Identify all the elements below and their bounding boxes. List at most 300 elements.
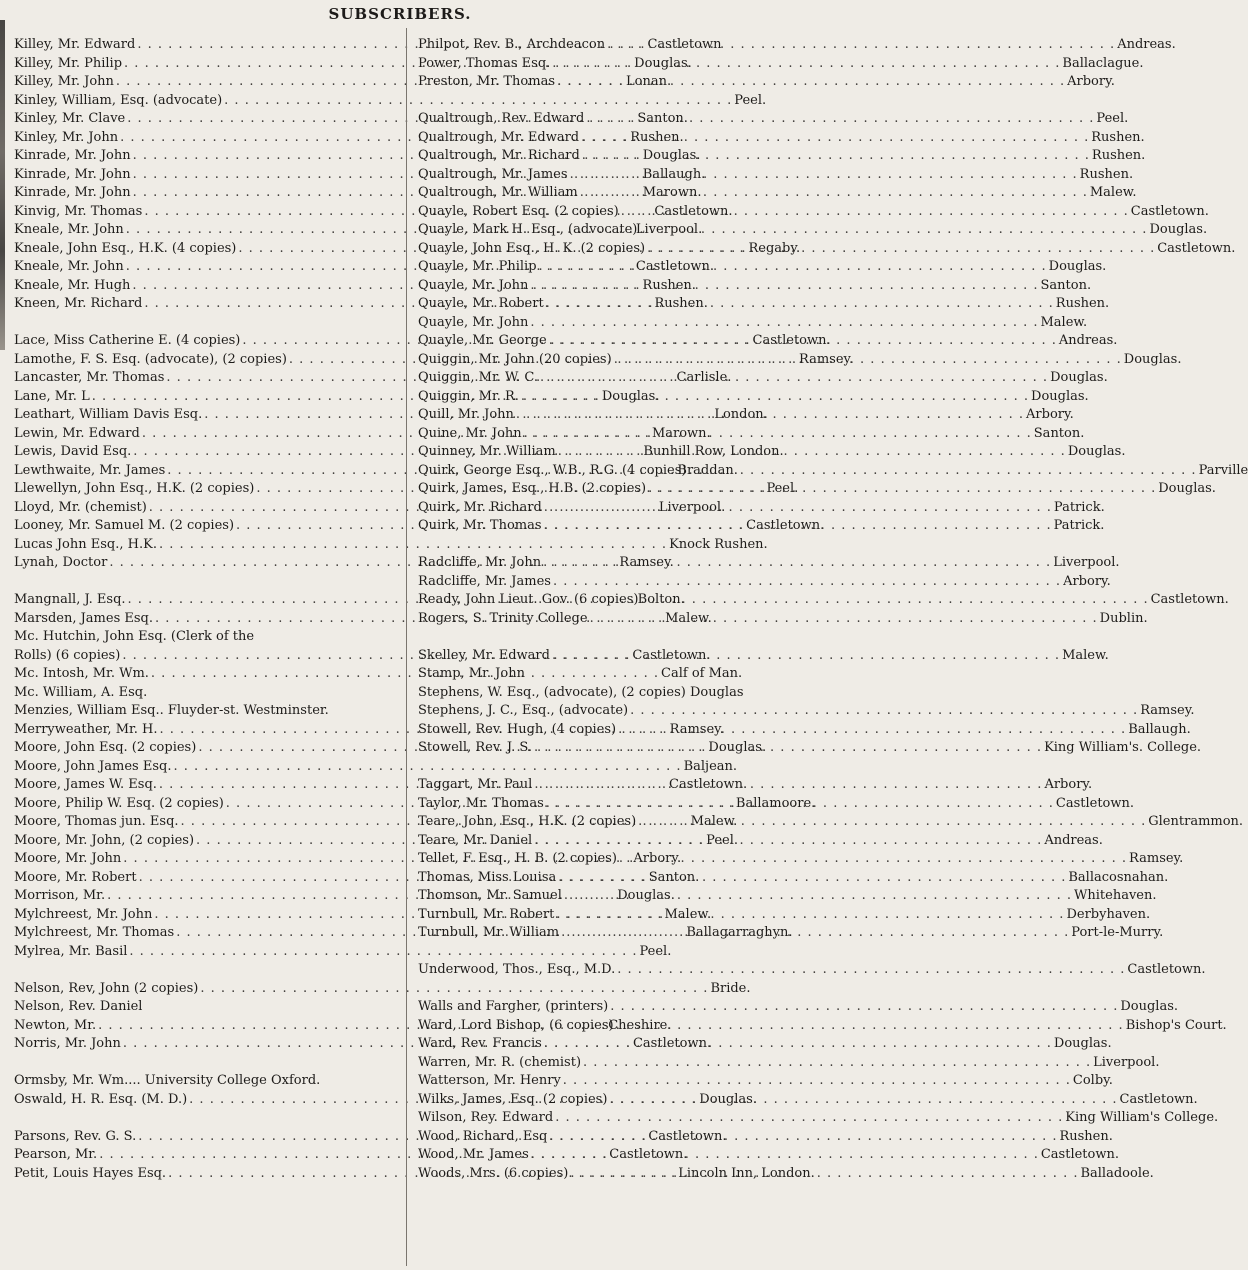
subscriber-place: Castletown.: [746, 518, 825, 533]
subscriber-place: Castletown.: [752, 333, 831, 348]
subscriber-place: Rushen.: [1079, 166, 1134, 182]
subscriber-name: Quayle, Mr. Philip: [418, 259, 537, 274]
dot-leader: [580, 147, 1092, 166]
dot-leader: [561, 1072, 1073, 1091]
subscriber-place: Bolton.: [637, 592, 685, 607]
subscriber-place: Arbory.: [1044, 777, 1093, 792]
subscriber-name: Kinrade, Mr. John: [14, 148, 131, 163]
subscriber-place: King William's. College.: [1044, 740, 1202, 755]
subscriber-name: Kinley, Mr. Clave: [14, 111, 126, 126]
subscriber-place: Malew.: [690, 814, 738, 829]
subscriber-place: Dublin.: [1099, 610, 1148, 626]
subscriber-entry: [418, 1128, 1113, 1147]
section-gap: [14, 1109, 397, 1128]
subscriber-name: Ward, Rev. Francis: [418, 1036, 542, 1051]
dot-leader: [614, 1017, 1126, 1036]
subscriber-name: Parsons, Rev. G. S.: [14, 1128, 137, 1144]
subscriber-name: Quinney, Mr. William: [418, 444, 556, 459]
subscriber-place: Arbory.: [633, 851, 682, 866]
dot-leader: [550, 55, 1062, 74]
subscriber-entry: [418, 129, 1145, 148]
subscriber-place: Santon.: [1033, 425, 1085, 441]
subscriber-entry: [418, 610, 1148, 629]
subscriber-place: Castletown.: [1127, 962, 1206, 977]
subscriber-place: Ramsey.: [1129, 851, 1184, 866]
subscriber-name: Taylor, Mr. Thomas: [418, 795, 544, 811]
subscriber-place: Rushen.: [630, 129, 684, 145]
section-gap: [418, 943, 794, 962]
subscriber-entry: [14, 1072, 397, 1091]
dot-leader: [568, 1165, 1080, 1184]
page-binding-edge: [0, 20, 5, 350]
subscriber-name: Kneale, Mr. John: [14, 259, 124, 274]
section-gap: [14, 961, 397, 980]
subscriber-name: Walls and Fargher, (printers): [418, 999, 609, 1014]
subscriber-entry: [14, 92, 767, 111]
subscriber-entry: [418, 73, 1115, 92]
subscriber-place: Carlisle.: [676, 370, 732, 385]
subscriber-place: Marown.: [642, 185, 702, 200]
subscriber-place: Ramsey.: [1140, 703, 1195, 718]
subscriber-name: Quayle, Mr. John: [418, 277, 529, 293]
subscriber-place: Castletown.: [632, 1036, 712, 1051]
subscriber-entry: [14, 536, 768, 555]
subscriber-name: Wilks, James, Esq. (2 copies): [418, 1091, 608, 1107]
subscriber-place: Patrick.: [1053, 518, 1105, 533]
subscriber-place: Cheshire.: [608, 1017, 672, 1033]
subscriber-place: Andreas.: [1044, 832, 1103, 848]
subscriber-place: Santon.: [1040, 277, 1092, 293]
subscriber-name: Moore, Philip W. Esq. (2 copies): [14, 795, 224, 811]
subscriber-name: Kinrade, Mr. John: [14, 166, 131, 182]
subscriber-name: Quirk, James, Esq., H.B. (2 copies): [418, 481, 647, 496]
dot-leader: [608, 998, 1120, 1017]
subscriber-name: Killey, Mr. John: [14, 74, 114, 89]
subscriber-name: Quayle, Mr. Robert: [418, 296, 544, 311]
subscriber-place: Andreas.: [1058, 333, 1118, 348]
subscriber-entry: [418, 591, 1229, 610]
subscriber-name: Qualtrough, Mr. William: [418, 185, 578, 200]
dot-leader: [528, 277, 1040, 296]
subscriber-entry: [418, 499, 1105, 518]
subscriber-name: Lamothe, F. S. Esq. (advocate), (2 copies): [14, 351, 287, 367]
subscriber-entry: [418, 850, 1184, 869]
subscriber-name: Lancaster, Mr. Thomas: [14, 370, 165, 385]
subscriber-entry: [418, 961, 1206, 980]
subscriber-name: Kinrade, Mr. John: [14, 185, 131, 200]
subscriber-name: Kneale, Mr. John: [14, 222, 124, 237]
subscriber-name: Mylrea, Mr. Basil: [14, 943, 128, 959]
subscriber-place: Malew.: [1089, 185, 1137, 200]
dot-leader: [612, 351, 1124, 370]
subscriber-name: Thomson, Mr. Samuel: [418, 888, 562, 903]
dot-leader: [645, 240, 1157, 259]
subscriber-place: Castletown.: [1055, 795, 1135, 811]
subscriber-name: Qualtrough, Rev. Edward: [418, 111, 585, 126]
subscriber-entry: [418, 277, 1092, 296]
subscriber-place: Marown.: [651, 425, 711, 441]
subscriber-name: Lewthwaite, Mr. James: [14, 462, 166, 478]
dot-leader: [532, 776, 1044, 795]
subscriber-entry: [418, 1035, 1112, 1054]
section-gap: [418, 980, 794, 999]
dot-leader: [559, 924, 1071, 943]
subscriber-name: Moore, Mr. John: [14, 851, 122, 866]
subscriber-place: Bishop's Court.: [1125, 1017, 1227, 1033]
dot-leader: [532, 739, 1044, 758]
subscriber-entry: [14, 684, 397, 703]
subscriber-name: Qualtrough, Mr. Richard: [418, 148, 580, 163]
subscriber-place: Glentrammon.: [1148, 814, 1244, 829]
subscriber-entry: [418, 110, 1129, 129]
subscriber-place: London.: [714, 407, 768, 422]
dot-leader: [544, 295, 1056, 314]
section-gap: [418, 628, 794, 647]
dot-leader: [551, 573, 1063, 592]
subscriber-entry: [418, 221, 1208, 240]
dot-leader: [554, 906, 1066, 925]
subscriber-place: Douglas.: [634, 55, 692, 71]
subscriber-place: Castletown.: [648, 1128, 727, 1144]
dot-leader: [616, 721, 1128, 740]
subscriber-entry: [418, 462, 1248, 481]
dot-leader: [636, 813, 1148, 832]
subscriber-place: Malew.: [1062, 647, 1109, 663]
dot-leader: [556, 869, 1068, 888]
dot-leader: [584, 110, 1096, 129]
subscriber-place: Rushen.: [1091, 129, 1145, 145]
subscriber-place: Malew.: [1040, 314, 1088, 330]
subscriber-entry: [418, 314, 1088, 333]
subscriber-entry: [418, 795, 1135, 814]
subscriber-place: Douglas.: [708, 740, 767, 755]
subscriber-name: Quayle, Mark H. Esq., (advocate): [418, 222, 638, 237]
page-title: SUBSCRIBERS.: [328, 5, 472, 23]
subscriber-place: Liverpool.: [635, 222, 703, 237]
dot-leader: [562, 887, 1074, 906]
subscriber-entry: [418, 647, 1109, 666]
subscriber-name: Power, Thomas Esq.: [418, 55, 551, 71]
subscriber-name: Quiggin, Mr. W. C.: [418, 370, 538, 385]
dot-leader: [528, 314, 1040, 333]
subscriber-place: Douglas.: [1048, 259, 1107, 274]
subscriber-entry: [418, 425, 1085, 444]
subscriber-place: Ballaclague.: [1062, 55, 1144, 71]
subscriber-place: Castletown.: [1119, 1091, 1198, 1107]
dot-leader: [522, 425, 1034, 444]
subscriber-name: Lloyd, Mr. (chemist): [14, 499, 147, 515]
subscriber-entry: [418, 1146, 1119, 1165]
subscriber-name: Nelson, Rev. Daniel: [14, 999, 143, 1014]
subscriber-entry: [418, 924, 1164, 943]
subscriber-place: Rushen.: [654, 296, 708, 311]
subscriber-name: Quine, Mr. John: [418, 425, 522, 441]
subscriber-name: Nelson, Rev, John (2 copies): [14, 980, 199, 996]
column-divider: [406, 28, 407, 1266]
dot-leader: [538, 369, 1050, 388]
subscriber-place: Rushen.: [1091, 148, 1146, 163]
subscriber-place: Ballaugh.: [1128, 721, 1191, 737]
subscriber-name: Quiggin, Mr. John (20 copies): [418, 351, 612, 367]
subscriber-place: Castletown.: [1040, 1147, 1119, 1162]
subscriber-name: Preston, Mr. Thomas: [418, 74, 555, 89]
subscriber-place: Arbory.: [1063, 573, 1111, 589]
dot-leader: [532, 832, 1044, 851]
subscriber-place: Liverpool.: [1053, 555, 1120, 570]
subscriber-entry: [14, 758, 738, 777]
section-gap: [418, 758, 794, 777]
subscriber-entry: [418, 721, 1191, 740]
subscriber-place: Peel.: [1096, 111, 1129, 126]
subscriber-place: Rushen.: [1059, 1128, 1113, 1144]
subscriber-name: Quayle, John Esq., H. K. (2 copies): [418, 240, 646, 256]
subscriber-entry: [418, 203, 1209, 222]
subscriber-entry: [418, 887, 1157, 906]
subscriber-name: Mc. Intosh, Mr. Wm.: [14, 666, 149, 681]
subscriber-name: Quirk, George Esq., W.B., R.G. (4 copies): [418, 462, 687, 478]
subscriber-entry: [418, 573, 1111, 592]
dot-leader: [547, 332, 1059, 351]
subscriber-entry: [418, 869, 1169, 888]
subscriber-name: Ormsby, Mr. Wm.... University College Oxford.: [14, 1073, 321, 1088]
subscriber-place: Baljean.: [683, 758, 738, 774]
dot-leader: [619, 203, 1131, 222]
subscriber-name: Woods, Mrs. (6 copies): [418, 1165, 569, 1181]
subscriber-place: Douglas.: [642, 148, 701, 163]
subscriber-name: Newton, Mr.: [14, 1017, 97, 1033]
subscriber-name: Moore, Mr. John, (2 copies): [14, 832, 195, 848]
subscriber-place: Castletown.: [669, 777, 748, 792]
subscriber-place: Colby.: [1072, 1073, 1113, 1088]
subscriber-place: Ballagarraghyn.: [686, 925, 793, 940]
subscriber-name: Moore, Mr. Robert: [14, 869, 137, 885]
subscriber-name: Stamp, Mr. John: [418, 666, 525, 681]
dot-leader: [628, 702, 1140, 721]
subscriber-place: Ballamoore.: [735, 795, 816, 811]
subscriber-place: Whitehaven.: [1074, 888, 1157, 903]
section-gap: [14, 573, 397, 592]
subscriber-name: Quayle, Mr. John: [418, 314, 529, 330]
subscriber-entry: [418, 832, 1103, 851]
subscriber-place: Ballaugh.: [642, 166, 706, 182]
subscriber-place: Castletown.: [635, 259, 715, 274]
subscriber-entry: [418, 184, 1137, 203]
subscriber-entry: [418, 295, 1110, 314]
subscriber-place: Ballacosnahan.: [1068, 869, 1169, 885]
subscriber-name: Marsden, James Esq.: [14, 610, 154, 626]
subscriber-entry: [418, 406, 1074, 425]
subscriber-place: Peel.: [766, 481, 799, 496]
subscriber-name: Tellet, F. Esq., H. B. (2 copies): [418, 851, 617, 866]
subscriber-name: Killey, Mr. Edward: [14, 37, 136, 52]
dot-leader: [556, 443, 1068, 462]
subscriber-place: Douglas.: [1120, 999, 1178, 1014]
subscriber-place: Lonan.: [626, 74, 672, 89]
dot-leader: [607, 1091, 1119, 1110]
subscriber-name: Lace, Miss Catherine E. (4 copies): [14, 333, 241, 348]
dot-leader: [615, 961, 1127, 980]
subscriber-name: Wood, Richard, Esq: [418, 1128, 548, 1144]
section-gap: [418, 92, 794, 111]
subscriber-entry: [418, 776, 1093, 795]
subscriber-place: Peel.: [734, 92, 767, 108]
subscriber-entry: [418, 517, 1105, 536]
subscriber-name: Moore, John Esq. (2 copies): [14, 740, 197, 755]
subscriber-name: Lynah, Doctor: [14, 555, 108, 570]
dot-leader: [553, 1109, 1065, 1128]
subscriber-name: Warren, Mr. R. (chemist): [418, 1054, 582, 1070]
subscriber-place: Bride.: [710, 980, 751, 996]
subscriber-name: Moore, Thomas jun. Esq.: [14, 814, 179, 829]
subscriber-entry: [418, 813, 1244, 832]
subscriber-place: Douglas.: [1031, 388, 1089, 404]
dot-leader: [555, 73, 1067, 92]
subscriber-entry: [418, 906, 1151, 925]
subscriber-name: Petit, Louis Hayes Esq.: [14, 1165, 167, 1181]
dot-leader: [529, 1146, 1041, 1165]
subscriber-name: Leathart, William Davis Esq.: [14, 407, 203, 422]
subscriber-entry: [418, 480, 1216, 499]
subscriber-name: Mylchreest, Mr. Thomas: [14, 925, 175, 940]
subscriber-name: Moore, James W. Esq.: [14, 777, 157, 792]
subscriber-place: Arbory.: [1026, 407, 1074, 422]
subscriber-name: Merryweather, Mr. H.: [14, 721, 158, 737]
dot-leader: [579, 129, 1091, 148]
subscriber-name: Mylchreest, Mr. John: [14, 906, 153, 922]
subscriber-place: King William's College.: [1065, 1110, 1219, 1125]
subscriber-place: Douglas.: [699, 1091, 757, 1107]
dot-leader: [542, 517, 1054, 536]
dot-leader: [542, 1035, 1054, 1054]
subscriber-place: Arbory.: [1067, 74, 1115, 89]
subscriber-name: Teare, Mr. Daniel: [418, 832, 533, 848]
subscriber-entry: [418, 702, 1195, 721]
subscriber-name: Mc. Hutchin, John Esq. (Clerk of the: [14, 629, 255, 644]
subscriber-place: Malew.: [665, 610, 712, 626]
subscriber-name: Quirk, Mr. Thomas: [418, 518, 542, 533]
section-gap: [418, 536, 794, 555]
subscriber-name: Menzies, William Esq.. Fluyder-st. Westminster.: [14, 703, 329, 718]
subscriber-place: Regaby.: [748, 240, 801, 256]
subscriber-entry: [418, 240, 1236, 259]
subscriber-place: Ramsey.: [669, 721, 724, 737]
subscriber-name: Stephens, J. C., Esq., (advocate): [418, 703, 629, 718]
dot-leader: [568, 166, 1080, 185]
subscriber-name: Lucas John Esq., H.K.: [14, 536, 157, 552]
dot-leader: [544, 795, 1056, 814]
dot-leader: [550, 647, 1062, 666]
subscriber-place: Knock Rushen.: [669, 536, 768, 552]
subscriber-entry: [418, 665, 794, 684]
subscriber-name: Llewellyn, John Esq., H.K. (2 copies): [14, 481, 255, 496]
subscriber-place: Lincoln Inn, London.: [678, 1165, 815, 1181]
subscriber-entry: [418, 258, 1107, 277]
subscriber-name: Quiggin, Mr. R.: [418, 388, 519, 404]
dot-leader: [588, 610, 1100, 629]
subscriber-name: Moore, John James Esq.: [14, 758, 172, 774]
dot-leader: [541, 554, 1053, 573]
subscriber-name: Philpot, Rev. B., Archdeacon: [418, 37, 606, 52]
subscriber-place: Douglas.: [1123, 351, 1182, 367]
subscriber-entry: [418, 147, 1146, 166]
subscriber-name: Morrison, Mr.: [14, 888, 106, 903]
subscriber-place: Castletown: [647, 37, 722, 52]
subscriber-entry: [418, 1165, 1154, 1184]
subscriber-name: Radcliffe, Mr. John: [418, 555, 542, 570]
dot-leader: [519, 388, 1031, 407]
subscriber-name: Stephens, W. Esq., (advocate), (2 copies) Douglas: [418, 684, 744, 700]
subscriber-place: Castletown.: [1130, 203, 1209, 219]
subscriber-name: Stowell, Rev. Hugh, (4 copies): [418, 721, 617, 737]
subscriber-place: Malew.: [664, 906, 712, 922]
subscriber-place: Castletown.: [609, 1147, 688, 1162]
subscriber-place: Bunhill Row, London.: [643, 444, 784, 459]
subscriber-name: Stowell, Rev. J. S.: [418, 740, 532, 755]
dot-leader: [617, 850, 1129, 869]
subscriber-entry: [418, 55, 1144, 74]
dot-leader: [537, 258, 1049, 277]
subscriber-place: Port-le-Murry.: [1071, 925, 1164, 940]
subscriber-entry: [418, 369, 1108, 388]
dot-leader: [542, 499, 1054, 518]
section-gap: [14, 1054, 397, 1073]
subscriber-entry: [418, 332, 1118, 351]
subscriber-entry: [14, 998, 397, 1017]
subscriber-entry: [418, 388, 1089, 407]
dot-leader: [646, 480, 1158, 499]
subscriber-place: Castletown.: [654, 203, 733, 219]
dot-leader: [514, 406, 1026, 425]
subscriber-entry: [418, 684, 794, 703]
dot-leader: [547, 1128, 1059, 1147]
subscriber-name: Kinvig, Mr. Thomas: [14, 203, 143, 219]
subscriber-entry: [14, 702, 397, 721]
subscriber-name: Skelley, Mr. Edward: [418, 647, 550, 663]
subscriber-name: Rolls) (6 copies): [14, 647, 121, 663]
subscriber-place: Castletown.: [1157, 240, 1236, 256]
subscriber-entry: [418, 36, 1176, 55]
subscriber-entry: [14, 980, 751, 999]
subscriber-entry: [418, 1109, 1219, 1128]
subscriber-entry: [418, 1054, 1160, 1073]
dot-leader: [637, 221, 1149, 240]
subscriber-place: Parville: [1198, 462, 1248, 478]
subscriber-name: Quayle, Robert Esq. (2 copies): [418, 203, 619, 219]
subscriber-name: Ward, Lord Bishop, (6 copies): [418, 1017, 614, 1033]
subscriber-place: Santon.: [648, 869, 700, 885]
subscriber-entry: [418, 166, 1134, 185]
subscriber-place: Rushen.: [642, 277, 696, 293]
subscriber-name: Turnbull, Mr. William: [418, 925, 560, 940]
subscriber-name: Norris, Mr. John: [14, 1036, 121, 1051]
subscriber-place: Santon.: [637, 111, 688, 126]
subscriber-place: Peel.: [639, 943, 672, 959]
subscriber-place: Douglas.: [617, 888, 675, 903]
subscriber-entry: [418, 443, 1126, 462]
subscriber-name: Quirk, Mr. Richard: [418, 499, 542, 515]
subscriber-name: Wilson, Rey. Edward: [418, 1110, 554, 1125]
section-gap: [14, 314, 397, 333]
subscriber-name: Kneale, Mr. Hugh: [14, 277, 131, 293]
subscriber-entry: [14, 943, 672, 962]
subscriber-place: Castletown.: [632, 647, 711, 663]
subscriber-name: Looney, Mr. Samuel M. (2 copies): [14, 518, 235, 533]
subscriber-entry: [14, 628, 397, 647]
subscriber-name: Ready, John Lieut. Gov. (6 copies): [418, 592, 639, 607]
subscriber-place: Rushen.: [1055, 296, 1110, 311]
subscriber-entry: [418, 1017, 1227, 1036]
subscriber-place: Douglas.: [1053, 1036, 1112, 1051]
